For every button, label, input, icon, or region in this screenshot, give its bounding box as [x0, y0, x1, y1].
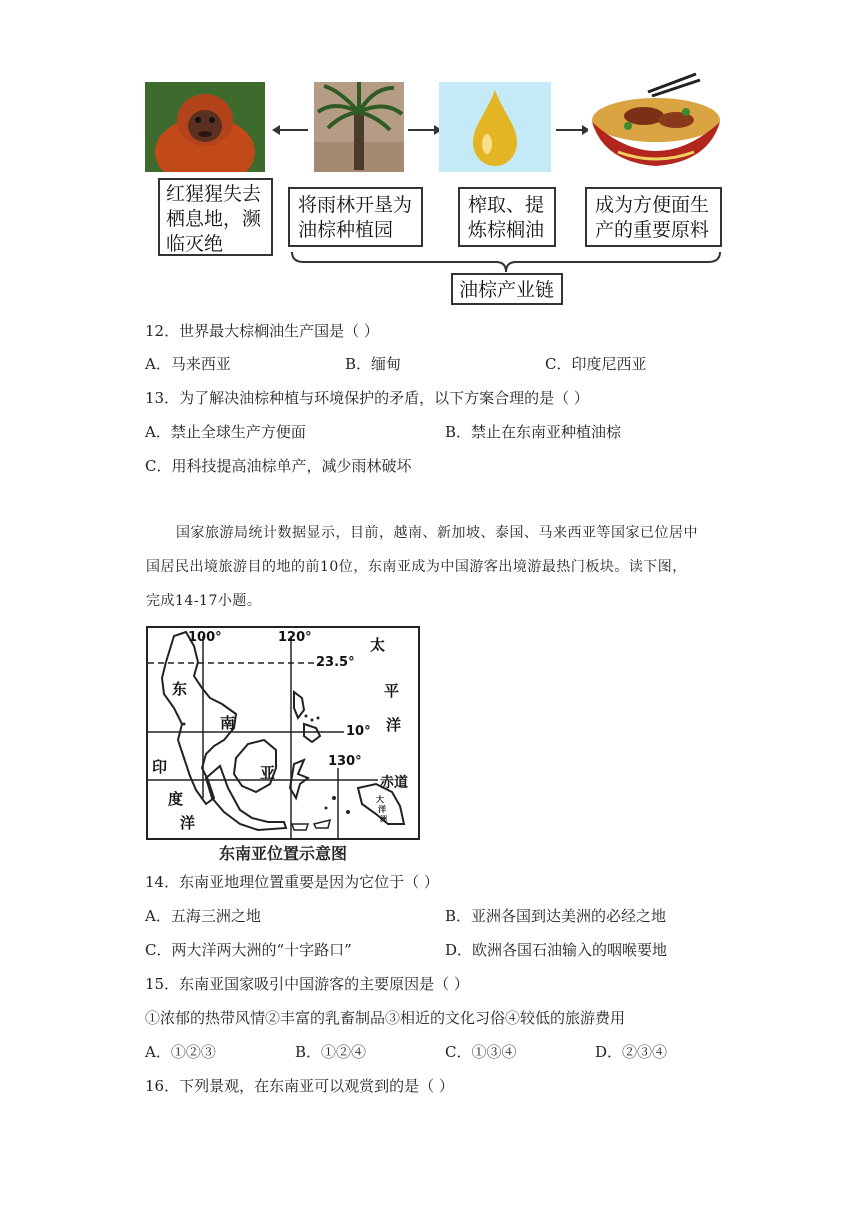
q15-option-b[interactable]: B．①②④: [295, 1043, 367, 1061]
flow-box-1-line-1: 红猩猩失去: [166, 183, 262, 205]
q12-option-c[interactable]: C．印度尼西亚: [545, 355, 647, 373]
map-caption: 东南亚位置示意图: [218, 844, 347, 863]
map-region-2: 南: [220, 714, 236, 732]
flow-box-clear-rainforest: [288, 187, 423, 247]
flow-box-orangutan-habitat-loss: [158, 178, 273, 256]
map-pacific-1: 太: [370, 636, 386, 654]
arrow-to-noodle: [556, 129, 584, 131]
q14-option-b[interactable]: B．亚洲各国到达美洲的必经之地: [445, 907, 667, 925]
oil-palm-photo: [314, 82, 404, 172]
q16-stem: 16．下列景观，在东南亚可以观赏到的是（ ）: [145, 1077, 454, 1095]
map-oceania-1: 大: [376, 795, 384, 804]
q15-option-c[interactable]: C．①③④: [445, 1043, 517, 1061]
passage-line-2: 国居民出境旅游目的地的前10位，东南亚成为中国游客出境游最热门板块。读下图，: [146, 559, 687, 575]
orangutan-photo: [145, 82, 265, 172]
map-indian-2: 度: [168, 790, 184, 808]
arrow-to-orangutan: [278, 129, 308, 131]
flow-box-4-line-1: 成为方便面生: [595, 194, 710, 216]
q15-option-d[interactable]: D．②③④: [595, 1043, 668, 1061]
map-region-1: 东: [172, 680, 188, 698]
flow-box-3-line-2: 炼棕榈油: [468, 219, 545, 241]
map-oceania-3: 洲: [380, 815, 387, 823]
map-lat-10: 10°: [346, 724, 371, 739]
map-lon-100: 100°: [188, 630, 222, 645]
map-indian-3: 洋: [180, 814, 196, 832]
q14-stem: 14．东南亚地理位置重要是因为它位于（ ）: [145, 873, 439, 891]
map-lat-23-5: 23.5°: [316, 655, 355, 670]
q13-stem: 13．为了解决油棕种植与环境保护的矛盾，以下方案合理的是（ ）: [145, 389, 589, 407]
q14-option-d[interactable]: D．欧洲各国石油输入的咽喉要地: [445, 941, 668, 959]
map-oceania-2: 洋: [378, 805, 386, 814]
flow-box-2-line-2: 油棕种植园: [298, 219, 394, 241]
flow-box-extract-palm-oil: [458, 187, 556, 247]
arrow-to-oil: [408, 129, 436, 131]
q15-option-a[interactable]: A．①②③: [145, 1043, 216, 1061]
flow-box-4-line-2: 产的重要原料: [595, 219, 710, 241]
q12-option-b[interactable]: B．缅甸: [345, 355, 402, 373]
q13-option-c[interactable]: C．用科技提高油棕单产，减少雨林破坏: [145, 457, 412, 475]
chain-brace: [290, 250, 722, 274]
q13-option-b[interactable]: B．禁止在东南亚种植油棕: [445, 423, 622, 441]
flow-box-1-line-2: 栖息地，濒: [166, 208, 262, 230]
map-indian-1: 印: [152, 758, 168, 776]
q13-option-a[interactable]: A．禁止全球生产方便面: [145, 423, 306, 441]
flow-box-1-line-3: 临灭绝: [166, 233, 224, 255]
map-region-3: 亚: [260, 764, 276, 782]
flow-box-3-line-1: 榨取、提: [468, 194, 545, 216]
q12-stem: 12．世界最大棕榈油生产国是（ ）: [145, 322, 379, 340]
flow-box-noodle-raw-material: [585, 187, 722, 247]
passage-line-3: 完成14-17小题。: [146, 593, 262, 609]
q14-option-a[interactable]: A．五海三洲之地: [145, 907, 261, 925]
q15-stem: 15．东南亚国家吸引中国游客的主要原因是（ ）: [145, 975, 469, 993]
southeast-asia-map: [146, 626, 420, 840]
q14-option-c[interactable]: C．两大洋两大洲的“十字路口”: [145, 941, 352, 959]
map-pacific-2: 平: [384, 682, 400, 700]
q12-option-a[interactable]: A．马来西亚: [145, 355, 231, 373]
oil-drop-photo: [439, 82, 551, 172]
q15-statements: ①浓郁的热带风情②丰富的乳畜制品③相近的文化习俗④较低的旅游费用: [145, 1009, 626, 1027]
map-lon-130: 130°: [328, 754, 362, 769]
flow-box-2-line-1: 将雨林开垦为: [298, 194, 413, 216]
map-lon-120: 120°: [278, 630, 312, 645]
map-pacific-3: 洋: [386, 716, 402, 734]
map-equator: 赤道: [380, 775, 408, 791]
noodle-bowl-photo: [588, 70, 724, 172]
passage-line-1: 国家旅游局统计数据显示，目前，越南、新加坡、泰国、马来西亚等国家已位居中: [176, 525, 698, 541]
chain-label: 油棕产业链: [451, 273, 563, 305]
